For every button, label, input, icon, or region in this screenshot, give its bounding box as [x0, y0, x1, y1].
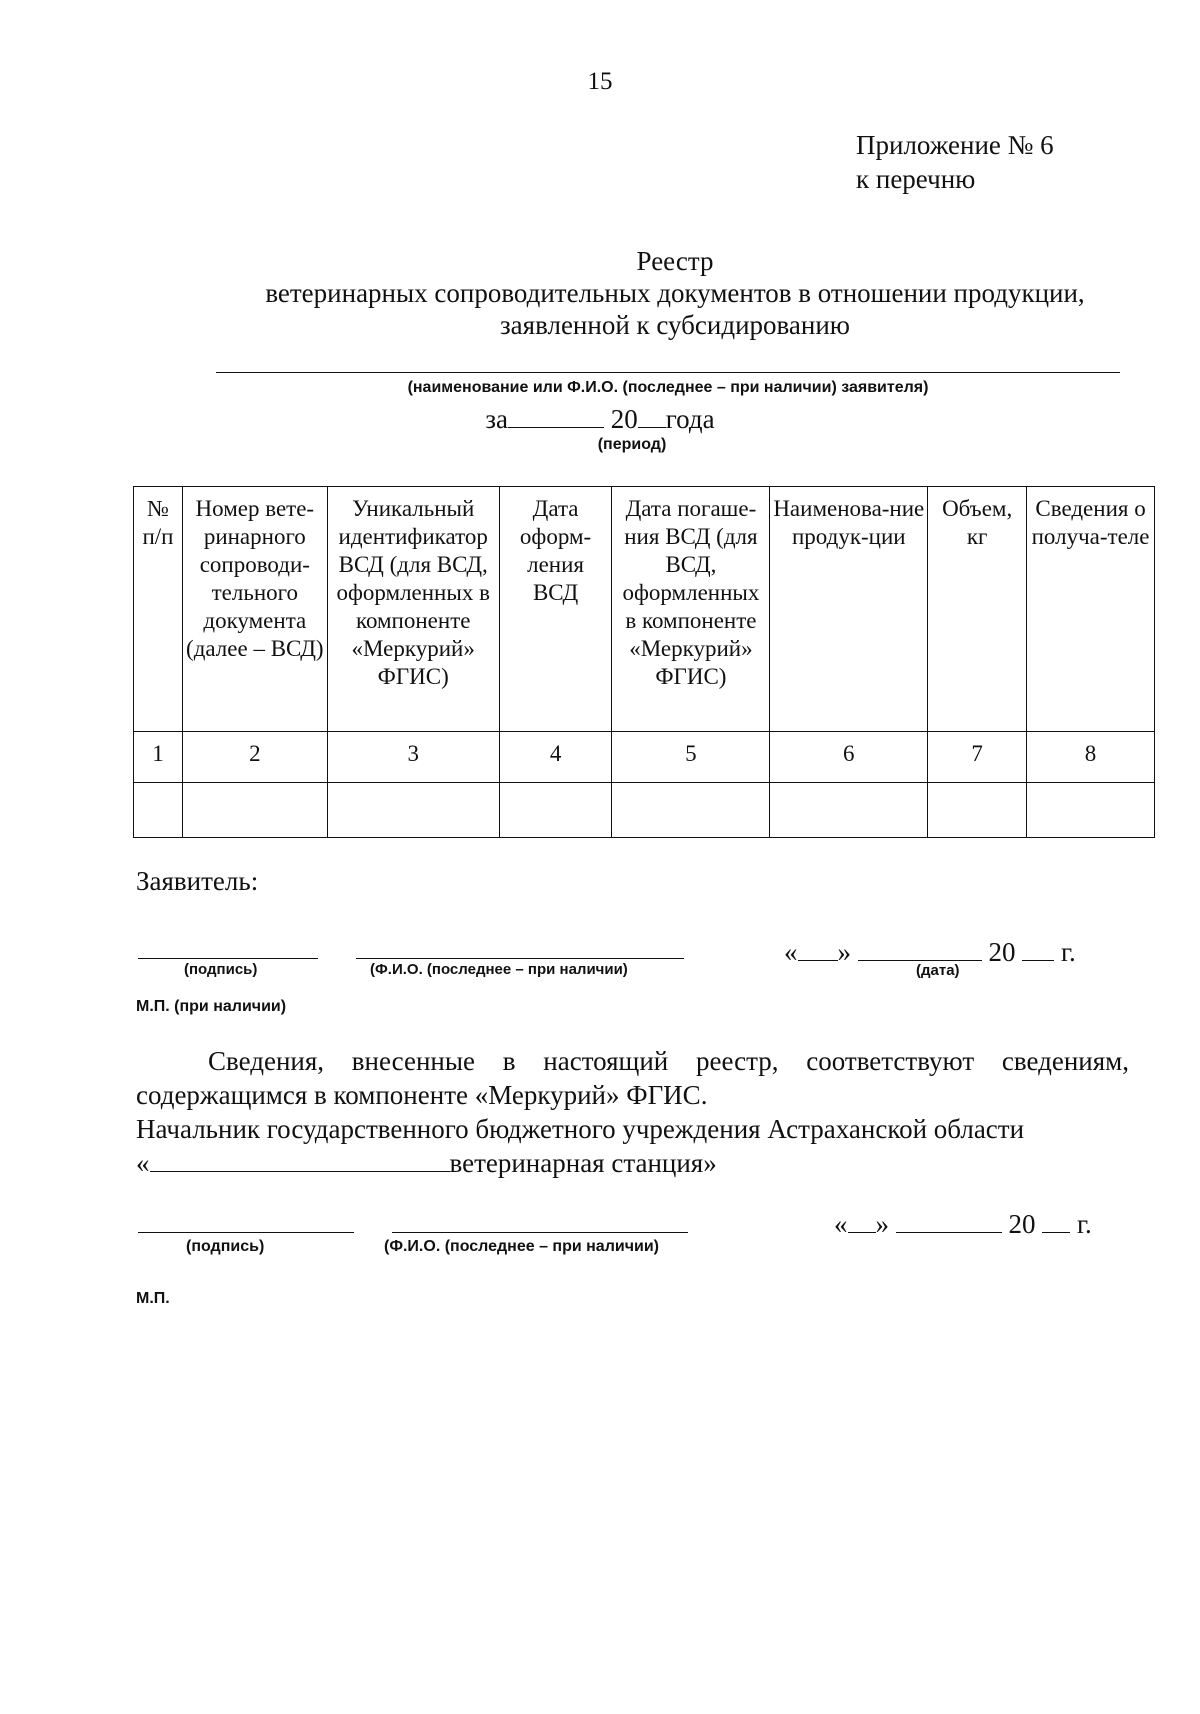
table-cell [1027, 783, 1155, 838]
station-name-blank [150, 1149, 450, 1172]
header-cell-number: № п/п [134, 487, 183, 732]
column-number: 6 [770, 732, 928, 783]
date-month-blank [896, 1206, 1002, 1233]
column-number: 3 [327, 732, 499, 783]
column-number: 2 [182, 732, 327, 783]
date-year: 20 [1008, 1209, 1036, 1239]
applicant-name-sign-caption: (Ф.И.О. (последнее – при наличии) [370, 961, 628, 978]
station-open-quote: « [136, 1148, 150, 1178]
station-suffix: ветеринарная станция» [449, 1148, 717, 1178]
date-open-quote: « [834, 1209, 848, 1239]
registry-table [133, 486, 1155, 838]
table-column-numbers-row [134, 732, 1155, 783]
appendix-heading [856, 128, 1054, 196]
date-day-blank [798, 934, 838, 961]
date-day-blank [848, 1206, 876, 1233]
period-year-blank [638, 401, 666, 428]
applicant-name-sign-line [356, 958, 684, 959]
period-blank [508, 401, 604, 428]
header-cell-product-name: Наименова-ние продук-ции [770, 487, 928, 732]
station-line [136, 1146, 1129, 1180]
table-cell [612, 783, 770, 838]
head-date [834, 1206, 1092, 1240]
period-line [0, 401, 1200, 435]
column-number: 7 [928, 732, 1027, 783]
column-number: 5 [612, 732, 770, 783]
header-cell-vsd-number: Номер вете-ринарного сопроводи-тельного документа (далее – ВСД) [182, 487, 327, 732]
table-cell [928, 783, 1027, 838]
column-number: 1 [134, 732, 183, 783]
applicant-signature-line [138, 958, 318, 959]
period-suffix: года [665, 404, 715, 434]
date-suffix: г. [1077, 1209, 1092, 1239]
period-prefix: за [485, 404, 509, 434]
date-suffix: г. [1061, 937, 1076, 967]
head-seal: М.П. [136, 1290, 170, 1307]
confirmation-text: Сведения, внесенные в настоящий реестр, соответствуют сведениям, содержащимся в компоненте «Меркурий» ФГИС. [136, 1046, 1129, 1110]
header-cell-volume: Объем, кг [928, 487, 1027, 732]
table-cell [182, 783, 327, 838]
document-title [200, 245, 1150, 341]
head-title-line: Начальник государственного бюджетного учреждения Астраханской области [136, 1114, 1025, 1144]
applicant-signature-caption: (подпись) [184, 961, 258, 978]
date-close-quote: » [875, 1209, 889, 1239]
table-cell [327, 783, 499, 838]
date-month-blank [858, 934, 982, 961]
page-number: 15 [587, 68, 613, 95]
table-cell [134, 783, 183, 838]
applicant-date-caption: (дата) [916, 962, 960, 979]
date-year-blank [1042, 1206, 1070, 1233]
title-line-3: заявленной к субсидированию [500, 310, 850, 340]
header-cell-issue-date: Дата оформ-ления ВСД [499, 487, 612, 732]
head-signature-caption: (подпись) [186, 1238, 265, 1255]
appendix-line-2: к перечню [856, 164, 976, 194]
applicant-name-caption: (наименование или Ф.И.О. (последнее – при наличии) заявителя) [407, 379, 929, 396]
applicant-seal: М.П. (при наличии) [136, 998, 287, 1015]
column-number: 4 [499, 732, 612, 783]
header-cell-redemption-date: Дата погаше-ния ВСД (для ВСД, оформленных в компоненте «Меркурий» ФГИС) [612, 487, 770, 732]
applicant-label: Заявитель: [136, 866, 259, 896]
appendix-line-1: Приложение № 6 [856, 130, 1054, 160]
head-name-caption: (Ф.И.О. (последнее – при наличии) [384, 1238, 659, 1255]
date-year-blank [1022, 934, 1054, 961]
applicant-name-line [216, 372, 1120, 373]
period-year-prefix: 20 [610, 404, 638, 434]
date-open-quote: « [784, 937, 798, 967]
title-line-1: Реестр [636, 246, 714, 276]
date-close-quote: » [837, 937, 851, 967]
header-cell-unique-id: Уникальный идентификатор ВСД (для ВСД, оформленных в компоненте «Меркурий» ФГИС) [327, 487, 499, 732]
table-cell [770, 783, 928, 838]
header-cell-recipient: Сведения о получа-теле [1027, 487, 1155, 732]
table-header-row [134, 487, 1155, 732]
title-line-2: ветеринарных сопроводительных документов в отношении продукции, [265, 278, 1085, 308]
column-number: 8 [1027, 732, 1155, 783]
table-row [134, 783, 1155, 838]
table-cell [499, 783, 612, 838]
period-caption: (период) [597, 436, 667, 453]
date-year: 20 [988, 937, 1016, 967]
head-signature-line [138, 1232, 354, 1233]
head-name-line [392, 1232, 688, 1233]
